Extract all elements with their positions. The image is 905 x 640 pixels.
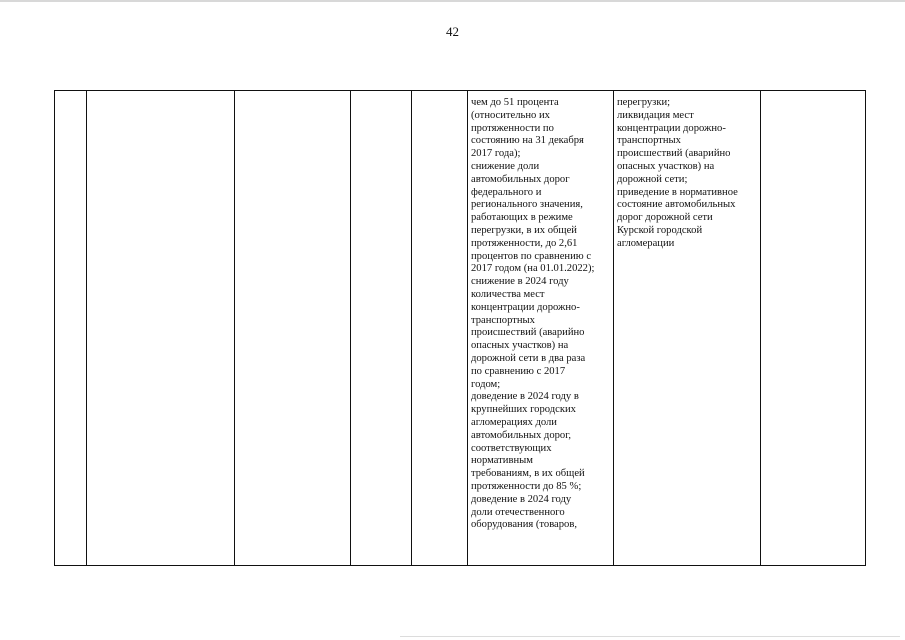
table-cell-col8 <box>761 91 866 566</box>
table-cell-targets <box>468 91 614 566</box>
scan-edge-bottom <box>400 636 900 637</box>
table-cell-col5 <box>412 91 468 566</box>
table-cell-col1 <box>55 91 87 566</box>
table-row <box>55 91 866 566</box>
table-cell-col3 <box>235 91 351 566</box>
document-table <box>54 90 866 566</box>
targets-text: чем до 51 процента (относительно их протяженности по состоянию на 31 декабря 2017 года); снижение доли автомобильных дорог федерального и регионального значения, работающих в режиме перегрузки, в их общей протяженности, до 2,61 процентов по сравнению с 2017 годом (на 01.01.2022); снижение в 2024 году количества мест концентрации дорожно- транспортных происшествий (аварийно опасных участков) на дорожной сети в два раза по сравнению с 2017 годом; доведение в 2024 году в крупнейших городских агломерациях доли автомобильных дорог, соответствующих нормативным требованиям, в их общей протяженности до 85 %; доведение в 2024 году доли отечественного оборудования (товаров, <box>471 97 595 531</box>
table-cell-tasks <box>614 91 761 566</box>
scan-edge-top <box>0 0 905 2</box>
page-number: 42 <box>446 24 459 39</box>
table-cell-col4 <box>351 91 412 566</box>
tasks-text: перегрузки; ликвидация мест концентрации дорожно- транспортных происшествий (аварийно опасных участков) на дорожной сети; приведение в нормативное состояние автомобильных дорог дорожной сети Курской городской агломерации <box>617 97 738 249</box>
table-cell-col2 <box>87 91 235 566</box>
